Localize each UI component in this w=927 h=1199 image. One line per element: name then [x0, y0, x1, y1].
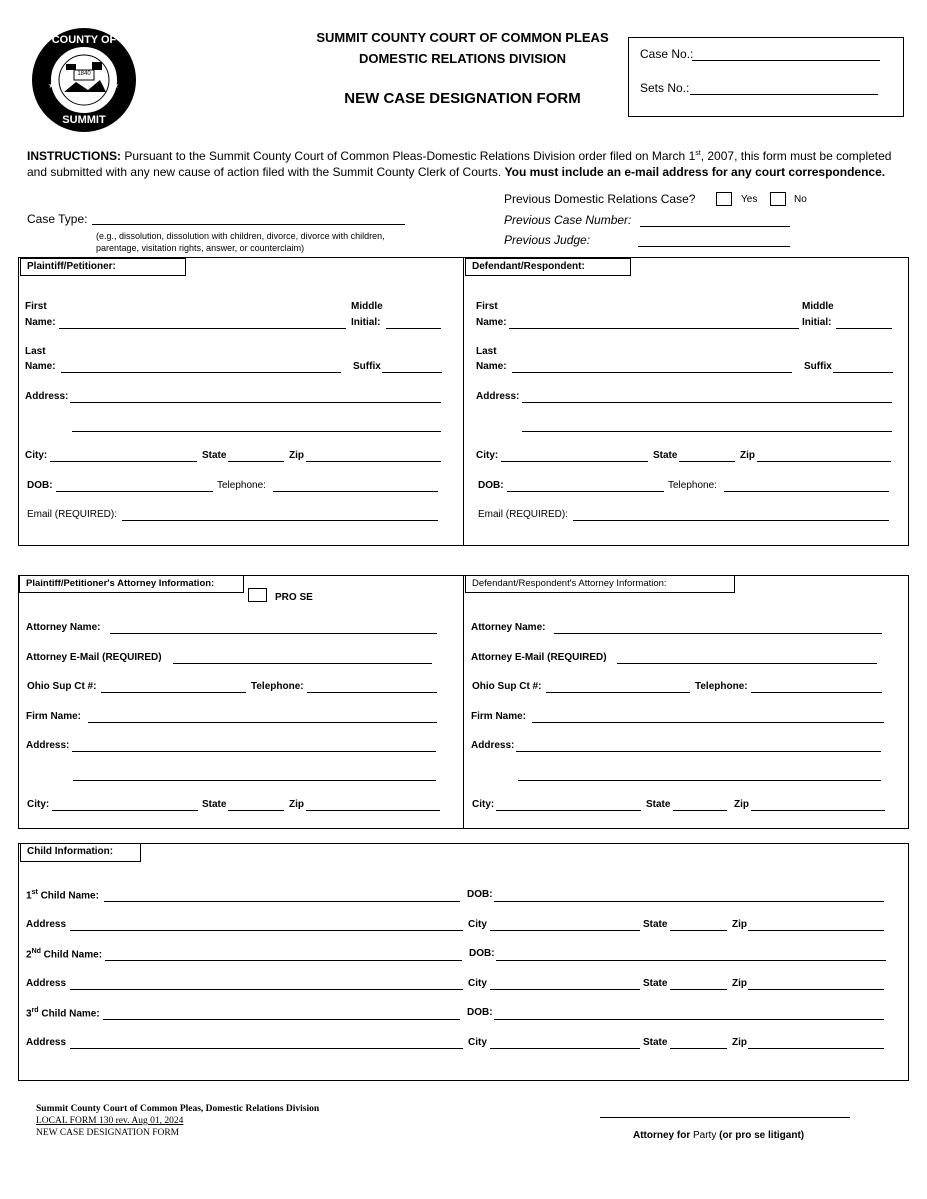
case-type-field[interactable]: [92, 224, 405, 225]
court-name-line1: SUMMIT COUNTY COURT OF COMMON PLEAS: [316, 30, 609, 45]
plaintiff-attorney-state-field[interactable]: [228, 810, 284, 811]
child1-address-label: Address: [26, 919, 67, 930]
plaintiff-last-label: Last: [25, 346, 46, 357]
plaintiff-attorney-zip-label: Zip: [289, 799, 304, 810]
plaintiff-attorney-address-field-1[interactable]: [72, 751, 436, 752]
child-section: [18, 843, 909, 1081]
child1-name-label: [26, 889, 99, 901]
previous-judge-field[interactable]: [638, 246, 790, 247]
plaintiff-telephone-field[interactable]: [273, 491, 438, 492]
child1-name-field[interactable]: [104, 901, 460, 902]
child1-dob-field[interactable]: [494, 901, 884, 902]
court-name-line2: DOMESTIC RELATIONS DIVISION: [358, 51, 567, 66]
plaintiff-first-name-label: Name:: [25, 317, 56, 328]
child-tab: Child Information:: [20, 843, 141, 862]
plaintiff-attorney-name-label: Attorney Name:: [26, 622, 101, 633]
previous-case-no-label: No: [794, 194, 807, 205]
plaintiff-attorney-firm-field[interactable]: [88, 722, 437, 723]
previous-case-yes-checkbox[interactable]: [716, 192, 732, 206]
instructions-email-note: You must include an e-mail address for any court correspondence.: [504, 165, 886, 179]
pro-se-checkbox[interactable]: [248, 588, 267, 602]
defendant-suffix-label: Suffix: [804, 361, 832, 372]
footer-line2: LOCAL FORM 130 rev. Aug 01, 2024: [36, 1116, 184, 1126]
child1-sup: st: [31, 889, 38, 896]
defendant-attorney-firm-label: Firm Name:: [471, 711, 527, 722]
child3-sup: rd: [31, 1007, 39, 1014]
defendant-attorney-address-label: Address:: [471, 740, 515, 751]
plaintiff-address-field-2[interactable]: [72, 431, 441, 432]
child1-state-field[interactable]: [670, 930, 727, 931]
defendant-zip-field[interactable]: [757, 461, 891, 462]
signature-caption-a: Attorney for: [633, 1130, 693, 1141]
child3-state-label: State: [643, 1037, 668, 1048]
defendant-attorney-state-field[interactable]: [673, 810, 727, 811]
defendant-city-field[interactable]: [501, 461, 648, 462]
instructions-label: INSTRUCTIONS:: [27, 149, 121, 163]
defendant-initial-label: Initial:: [802, 317, 832, 328]
child1-city-label: City: [468, 919, 487, 930]
plaintiff-attorney-telephone-label: Telephone:: [251, 681, 304, 692]
case-type-hint-line2: parentage, visitation rights, answer, or counterclaim): [96, 243, 305, 253]
defendant-telephone-field[interactable]: [724, 491, 889, 492]
plaintiff-attorney-supct-field[interactable]: [101, 692, 246, 693]
defendant-attorney-telephone-label: Telephone:: [695, 681, 748, 692]
plaintiff-middle-initial-field[interactable]: [386, 328, 441, 329]
child1-zip-label: Zip: [732, 919, 747, 930]
plaintiff-zip-label: Zip: [289, 450, 304, 461]
defendant-city-label: City:: [476, 450, 499, 461]
defendant-first-name-field[interactable]: [509, 328, 799, 329]
child3-state-field[interactable]: [670, 1048, 727, 1049]
plaintiff-attorney-state-label: State: [202, 799, 227, 810]
child2-dob-field[interactable]: [496, 960, 886, 961]
seal-year: 1840: [77, 71, 91, 77]
plaintiff-email-field[interactable]: [122, 520, 438, 521]
plaintiff-attorney-city-label: City:: [27, 799, 50, 810]
parties-divider: [463, 257, 464, 546]
child1-state-label: State: [643, 919, 668, 930]
defendant-attorney-zip-label: Zip: [734, 799, 749, 810]
plaintiff-address-label: Address:: [25, 391, 69, 402]
seal-text-top: COUNTY OF: [51, 34, 117, 46]
child3-zip-field[interactable]: [748, 1048, 884, 1049]
defendant-suffix-field[interactable]: [833, 372, 893, 373]
defendant-attorney-email-label: Attorney E-Mail (REQUIRED): [471, 652, 607, 663]
defendant-state-field[interactable]: [679, 461, 735, 462]
signature-line[interactable]: [600, 1117, 850, 1118]
defendant-address-field-2[interactable]: [522, 431, 892, 432]
plaintiff-first-name-field[interactable]: [59, 328, 346, 329]
child1-city-field[interactable]: [490, 930, 640, 931]
child2-num: 2: [26, 949, 32, 961]
child3-name-field[interactable]: [103, 1019, 460, 1020]
previous-case-number-label: Previous Case Number:: [504, 213, 632, 227]
child2-sup: Nd: [31, 948, 41, 955]
child2-city-label: City: [468, 978, 487, 989]
child3-dob-field[interactable]: [494, 1019, 884, 1020]
instructions-text-a: Pursuant to the Summit County Court of Common Pleas-Domestic Relations Division order filed on March 1: [121, 149, 696, 163]
plaintiff-first-label: First: [25, 301, 47, 312]
child2-state-field[interactable]: [670, 989, 727, 990]
defendant-attorney-zip-field[interactable]: [751, 810, 885, 811]
plaintiff-attorney-email-field[interactable]: [173, 663, 432, 664]
plaintiff-last-name-field[interactable]: [61, 372, 341, 373]
defendant-attorney-city-label: City:: [472, 799, 495, 810]
defendant-attorney-city-field[interactable]: [496, 810, 641, 811]
defendant-attorney-telephone-field[interactable]: [751, 692, 882, 693]
defendant-middle-initial-field[interactable]: [836, 328, 892, 329]
pro-se-label: PRO SE: [275, 592, 313, 603]
defendant-first-label: First: [476, 301, 498, 312]
child2-dob-label: DOB:: [469, 948, 495, 959]
plaintiff-dob-label: DOB:: [27, 480, 53, 491]
instructions: [27, 146, 907, 180]
child2-name-text: Child Name:: [40, 949, 103, 961]
plaintiff-initial-label: Initial:: [351, 317, 381, 328]
defendant-dob-field[interactable]: [507, 491, 664, 492]
child1-name-text: Child Name:: [37, 890, 99, 902]
child3-zip-label: Zip: [732, 1037, 747, 1048]
plaintiff-attorney-telephone-field[interactable]: [307, 692, 437, 693]
defendant-attorney-address-field-2[interactable]: [518, 780, 881, 781]
plaintiff-middle-label: Middle: [351, 301, 383, 312]
svg-text:★: ★: [48, 81, 56, 90]
child2-zip-label: Zip: [732, 978, 747, 989]
plaintiff-suffix-field[interactable]: [382, 372, 442, 373]
child2-state-label: State: [643, 978, 668, 989]
child3-address-field[interactable]: [70, 1048, 463, 1049]
defendant-attorney-supct-field[interactable]: [546, 692, 690, 693]
case-type-hint-line1: (e.g., dissolution, dissolution with children, divorce, divorce with children,: [96, 231, 385, 241]
child3-name-label: [26, 1007, 100, 1019]
defendant-attorney-email-field[interactable]: [617, 663, 877, 664]
plaintiff-dob-field[interactable]: [56, 491, 213, 492]
child2-address-field[interactable]: [70, 989, 463, 990]
child1-dob-label: DOB:: [467, 889, 493, 900]
signature-caption-b: Party: [693, 1130, 717, 1141]
child1-num: 1: [26, 890, 32, 902]
case-no-label: Case No.:: [640, 47, 694, 61]
plaintiff-attorney-address-label: Address:: [26, 740, 70, 751]
plaintiff-suffix-label: Suffix: [353, 361, 381, 372]
plaintiff-city-label: City:: [25, 450, 48, 461]
plaintiff-city-field[interactable]: [50, 461, 197, 462]
form-title: NEW CASE DESIGNATION FORM: [344, 90, 581, 107]
child2-name-field[interactable]: [105, 960, 462, 961]
defendant-attorney-state-label: State: [646, 799, 671, 810]
plaintiff-attorney-email-label: Attorney E-Mail (REQUIRED): [26, 652, 162, 663]
defendant-attorney-name-label: Attorney Name:: [471, 622, 546, 633]
defendant-last-name-label: Name:: [476, 361, 507, 372]
signature-caption: [633, 1130, 804, 1141]
defendant-middle-label: Middle: [802, 301, 834, 312]
plaintiff-attorney-zip-field[interactable]: [306, 810, 440, 811]
child2-zip-field[interactable]: [748, 989, 884, 990]
plaintiff-tab: Plaintiff/Petitioner:: [20, 258, 186, 276]
svg-text:★: ★: [112, 81, 120, 90]
child2-address-label: Address: [26, 978, 67, 989]
defendant-attorney-name-field[interactable]: [554, 633, 882, 634]
instructions-text-b: , 2007, this form must be completed and submitted with any new cause of action filed with the Summit County Clerk of Courts.: [27, 149, 892, 179]
previous-case-number-field[interactable]: [640, 226, 790, 227]
child1-address-field[interactable]: [70, 930, 463, 931]
plaintiff-state-label: State: [202, 450, 227, 461]
child3-num: 3: [26, 1008, 32, 1020]
instructions-sup: st: [695, 150, 701, 157]
defendant-attorney-address-field-1[interactable]: [516, 751, 881, 752]
footer-line3: NEW CASE DESIGNATION FORM: [36, 1128, 180, 1138]
defendant-state-label: State: [653, 450, 678, 461]
defendant-last-name-field[interactable]: [512, 372, 792, 373]
plaintiff-attorney-name-field[interactable]: [110, 633, 437, 634]
defendant-attorney-firm-field[interactable]: [532, 722, 884, 723]
child3-city-label: City: [468, 1037, 487, 1048]
case-type-label: Case Type:: [27, 212, 88, 226]
defendant-telephone-label: Telephone:: [668, 480, 717, 491]
defendant-tab: Defendant/Respondent:: [465, 258, 631, 276]
defendant-email-label: Email (REQUIRED):: [478, 509, 569, 520]
defendant-zip-label: Zip: [740, 450, 755, 461]
defendant-address-field-1[interactable]: [522, 402, 892, 403]
case-no-field[interactable]: [692, 60, 880, 61]
county-seal: [30, 26, 138, 134]
defendant-attorney-supct-label: Ohio Sup Ct #:: [472, 681, 542, 692]
previous-case-no-checkbox[interactable]: [770, 192, 786, 206]
seal-text-bottom: SUMMIT: [62, 114, 106, 126]
child3-address-label: Address: [26, 1037, 67, 1048]
plaintiff-attorney-city-field[interactable]: [52, 810, 198, 811]
plaintiff-attorney-tab: Plaintiff/Petitioner's Attorney Information:: [19, 575, 244, 593]
defendant-attorney-tab: Defendant/Respondent's Attorney Information:: [465, 575, 735, 593]
plaintiff-state-field[interactable]: [228, 461, 284, 462]
plaintiff-last-name-label: Name:: [25, 361, 56, 372]
footer-line1: Summit County Court of Common Pleas, Domestic Relations Division: [36, 1104, 320, 1114]
child3-name-text: Child Name:: [38, 1008, 100, 1020]
previous-case-question: Previous Domestic Relations Case?: [504, 192, 696, 206]
plaintiff-attorney-address-field-2[interactable]: [73, 780, 436, 781]
sets-no-label: Sets No.:: [640, 81, 690, 95]
plaintiff-address-field-1[interactable]: [70, 402, 441, 403]
child2-city-field[interactable]: [490, 989, 640, 990]
plaintiff-email-label: Email (REQUIRED):: [27, 509, 118, 520]
child3-dob-label: DOB:: [467, 1007, 493, 1018]
previous-judge-label: Previous Judge:: [504, 233, 591, 247]
defendant-email-field[interactable]: [573, 520, 889, 521]
child2-name-label: [26, 948, 102, 960]
defendant-last-label: Last: [476, 346, 497, 357]
attorney-divider: [463, 575, 464, 829]
signature-caption-c: (or pro se litigant): [716, 1130, 805, 1141]
child1-zip-field[interactable]: [748, 930, 884, 931]
plaintiff-zip-field[interactable]: [306, 461, 441, 462]
plaintiff-attorney-supct-label: Ohio Sup Ct #:: [27, 681, 97, 692]
child3-city-field[interactable]: [490, 1048, 640, 1049]
plaintiff-telephone-label: Telephone:: [217, 480, 266, 491]
defendant-address-label: Address:: [476, 391, 520, 402]
sets-no-field[interactable]: [690, 94, 878, 95]
previous-case-yes-label: Yes: [741, 194, 758, 205]
plaintiff-attorney-firm-label: Firm Name:: [26, 711, 82, 722]
defendant-first-name-label: Name:: [476, 317, 507, 328]
defendant-dob-label: DOB:: [478, 480, 504, 491]
